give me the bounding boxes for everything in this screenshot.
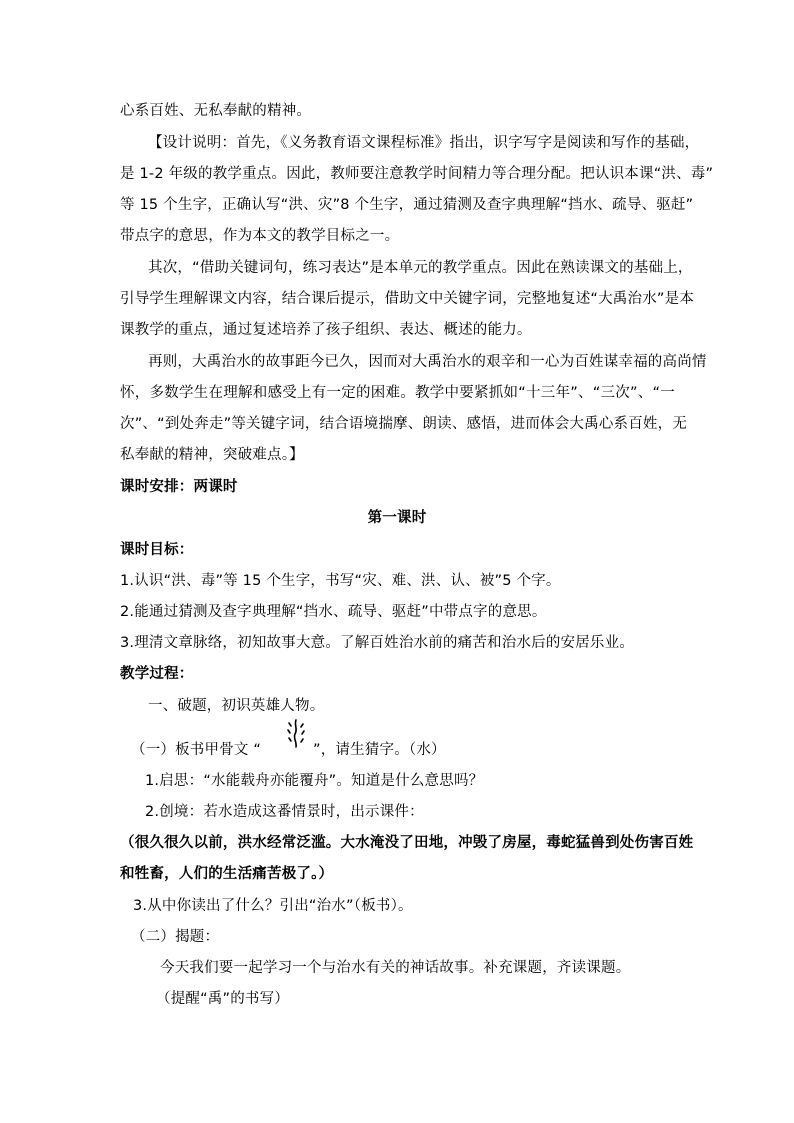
process-item-3: 3.从中你读出了什么？引出“治水”（板书）。 <box>133 898 413 914</box>
design-note-line-5: 其次，“借助关键词句，练习表达”是本单元的教学重点。因此在熟读课文的基础上， <box>148 260 693 276</box>
courseware-line-1: （很久很久以前，洪水经常泛滥。大水淹没了田地，冲毁了房屋，毒蛇猛兽到处伤害百姓 <box>120 835 694 851</box>
design-note-line-3: 等 15 个生字，正确认写“洪、灾”8 个生字，通过猜测及查字典理解“挡水、疏导、驱赶” <box>120 197 694 213</box>
design-note-line-8: 再则，大禹治水的故事距今已久，因而对大禹治水的艰辛和一心为百姓谋幸福的高尚情 <box>148 354 707 370</box>
process-item-2: 2.创境：若水造成这番情景时，出示课件： <box>145 804 424 820</box>
design-note-line-11: 私奉献的精神，突破难点。】 <box>120 447 304 463</box>
design-note-line-6: 引导学生理解课文内容，结合课后提示，借助文中关键字词，完整地复述“大禹治水”是本 <box>120 291 695 307</box>
process-step-1: 一、破题，初识英雄人物。 <box>148 698 325 714</box>
process-heading: 教学过程： <box>120 666 194 682</box>
design-note-line-9: 怀，多数学生在理解和感受上有一定的困难。教学中要紧抓如“十三年”、“三次”、“一 <box>120 385 675 401</box>
process-sub-2: （二）揭题： <box>131 929 220 945</box>
design-note-line-10: 次”、“到处奔走”等关键字词，结合语境揣摩、朗读、感悟，进而体会大禹心系百姓，无 <box>120 416 688 432</box>
process-sub-2-line-1: 今天我们要一起学习一个与治水有关的神话故事。补充课题，齐读课题。 <box>160 960 631 976</box>
courseware-line-2: 和牲畜，人们的生活痛苦极了。） <box>120 866 334 882</box>
schedule-label: 课时安排：两课时 <box>120 479 238 495</box>
design-note-line-1: 【设计说明：首先，《义务教育语文课程标准》指出，识字写字是阅读和写作的基础， <box>148 135 700 151</box>
objective-item-3: 3.理清文章脉络，初知故事大意。了解百姓治水前的痛苦和治水后的安居乐业。 <box>120 635 635 651</box>
lesson-title: 第一课时 <box>367 510 427 526</box>
process-sub-2-line-2: （提醒“禹”的书写） <box>156 991 290 1007</box>
objectives-heading: 课时目标： <box>120 542 194 558</box>
process-sub-1-prefix: （一）板书甲骨文 “ <box>131 742 262 758</box>
process-sub-1-suffix: ”，请生猜字。（水） <box>313 742 446 758</box>
design-note-line-7: 课教学的重点，通过复述培养了孩子组织、表达、概述的能力。 <box>120 322 532 338</box>
design-note-line-4: 带点字的意思，作为本文的教学目标之一。 <box>120 228 400 244</box>
objective-item-1: 1.认识“洪、毒”等 15 个生字，书写“灾、难、洪、认、被”5 个字。 <box>120 573 561 589</box>
objective-item-2: 2.能通过猜测及查字典理解“挡水、疏导、驱赶”中带点字的意思。 <box>120 604 547 620</box>
intro-line: 心系百姓、无私奉献的精神。 <box>120 103 312 119</box>
oracle-bone-water-glyph-icon <box>285 718 307 750</box>
process-item-1: 1.启思：“水能载舟亦能覆舟”。知道是什么意思吗？ <box>145 773 484 789</box>
design-note-line-2: 是 1-2 年级的教学重点。因此，教师要注意教学时间精力等合理分配。把认识本课“洪、毒” <box>120 166 714 182</box>
